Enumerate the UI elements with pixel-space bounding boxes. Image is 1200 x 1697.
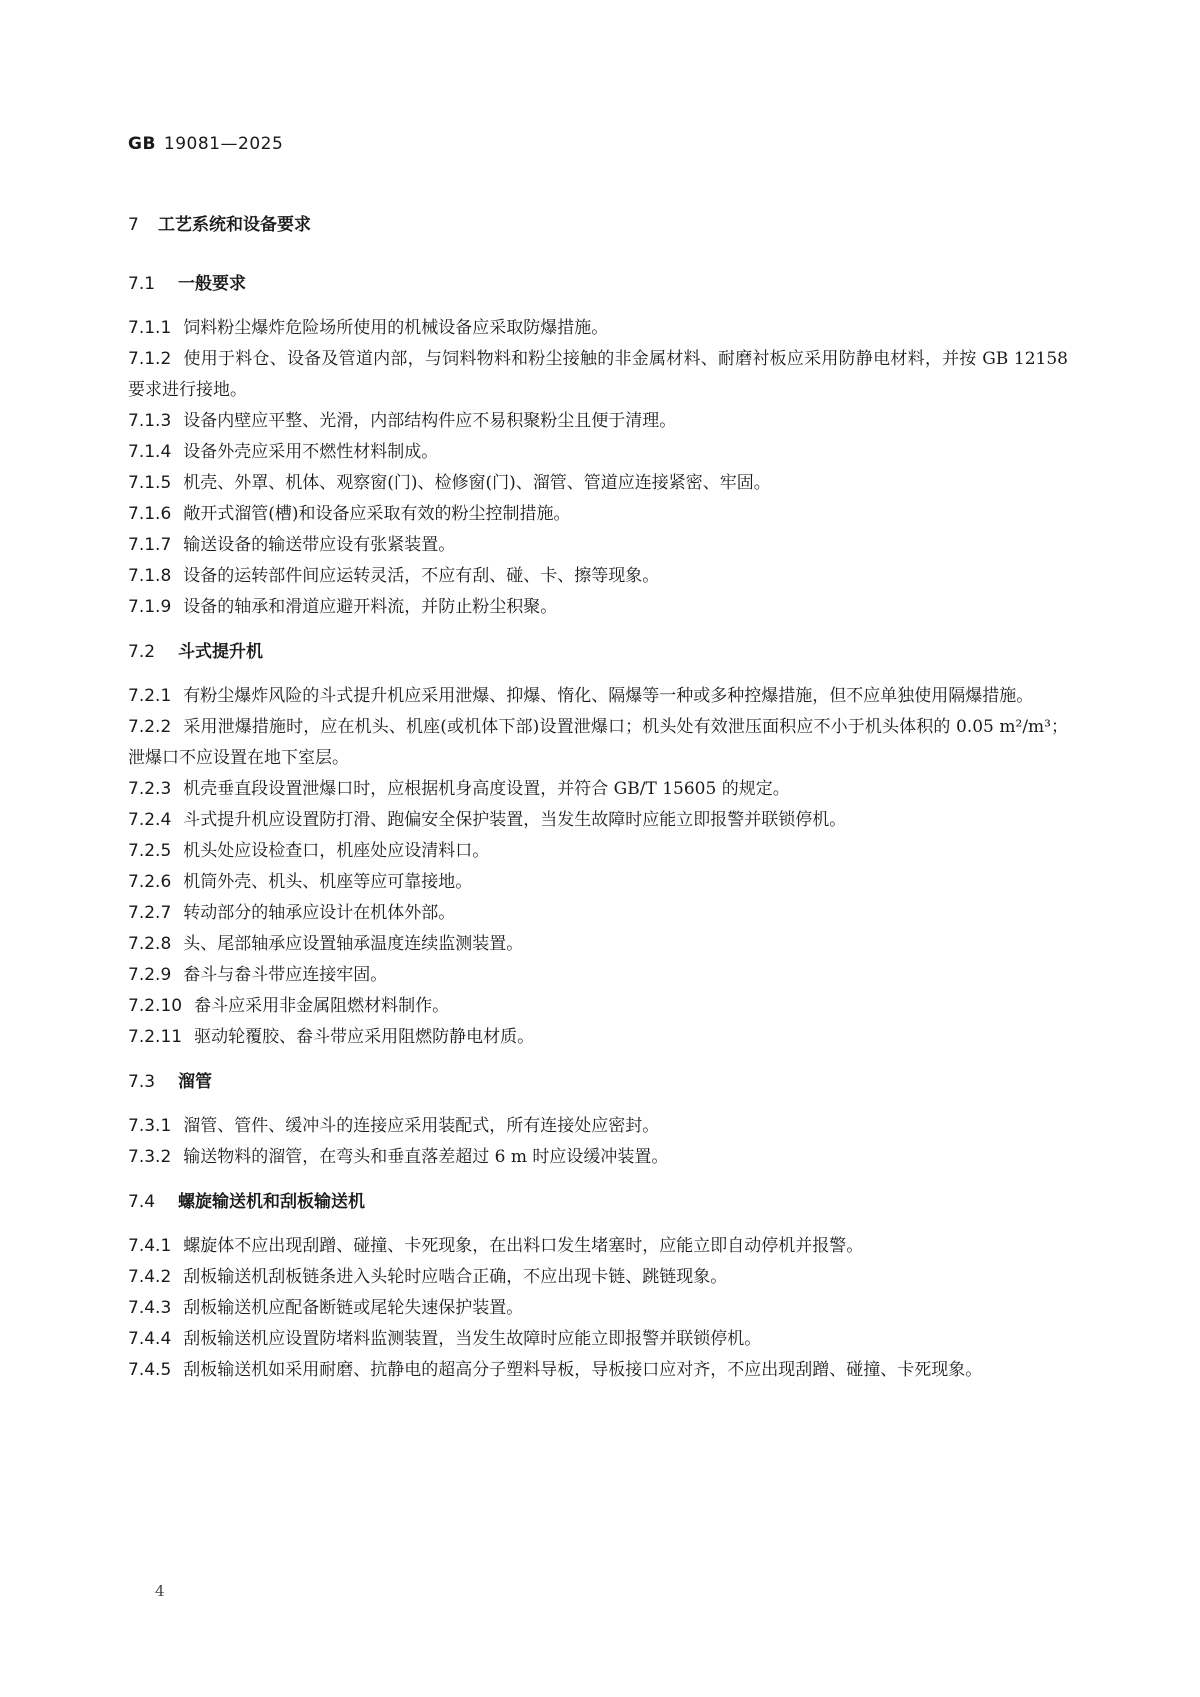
clause-paragraph [128,867,1068,898]
clause-paragraph [128,592,1068,623]
clause-text: 机筒外壳、机头、机座等应可靠接地。 [183,872,473,892]
clause-text: 机壳垂直段设置泄爆口时，应根据机身高度设置，并符合 GB/T 15605 的规定。 [183,779,790,799]
clause-number: 7.4.3 [128,1298,172,1318]
section-spacer [128,1173,1068,1183]
clause-paragraph [128,561,1068,592]
clause-paragraph [128,960,1068,991]
clause-number: 7.2.1 [128,686,172,706]
clause-paragraph [128,1111,1068,1142]
clause-paragraph [128,1324,1068,1355]
clause-paragraph [128,898,1068,929]
section-title: 螺旋输送机和刮板输送机 [178,1192,365,1212]
section-heading [128,269,1068,299]
clause-number: 7.2.9 [128,965,172,985]
clause-paragraph [128,805,1068,836]
page-number: 4 [155,1582,165,1600]
clause-number: 7.3.2 [128,1147,172,1167]
clause-number: 7.2.8 [128,934,172,954]
clause-number: 7.2.4 [128,810,172,830]
clause-number: 7.3.1 [128,1116,172,1136]
section-title: 溜管 [178,1072,212,1092]
clause-paragraph [128,681,1068,712]
clause-paragraph [128,1355,1068,1386]
clause-text: 机头处应设检查口，机座处应设清料口。 [183,841,490,861]
clause-number: 7.1.2 [128,349,172,369]
clause-paragraph [128,712,1068,774]
clause-number: 7.2.3 [128,779,172,799]
clause-number: 7.1.3 [128,411,172,431]
clause-text: 斗式提升机应设置防打滑、跑偏安全保护装置，当发生故障时应能立即报警并联锁停机。 [183,810,847,830]
clause-text: 头、尾部轴承应设置轴承温度连续监测装置。 [183,934,524,954]
clause-number: 7.2.6 [128,872,172,892]
clause-paragraph [128,774,1068,805]
section-spacer [128,1053,1068,1063]
clause-text: 机壳、外罩、机体、观察窗(门)、检修窗(门)、溜管、管道应连接紧密、牢固。 [183,473,771,493]
standard-identifier [128,134,283,154]
standard-number: 19081—2025 [163,134,284,154]
section-spacer [128,623,1068,633]
clause-number: 7.1.9 [128,597,172,617]
sections-container [128,269,1068,1386]
chapter-heading [128,210,1068,240]
clause-number: 7.1.4 [128,442,172,462]
clause-number: 7.4.1 [128,1236,172,1256]
section-number: 7.4 [128,1192,156,1212]
clause-text: 刮板输送机如采用耐磨、抗静电的超高分子塑料导板，导板接口应对齐，不应出现刮蹭、碰撞、卡死现象。 [183,1360,983,1380]
chapter-number: 7 [128,215,139,235]
clause-number: 7.2.5 [128,841,172,861]
clause-text: 设备的运转部件间应运转灵活，不应有刮、碰、卡、擦等现象。 [183,566,660,586]
clause-paragraph [128,437,1068,468]
clause-paragraph [128,1142,1068,1173]
clause-paragraph [128,344,1068,406]
clause-number: 7.1.7 [128,535,172,555]
section-heading [128,1187,1068,1217]
section-title: 一般要求 [178,274,246,294]
clause-text: 刮板输送机刮板链条进入头轮时应啮合正确，不应出现卡链、跳链现象。 [183,1267,728,1287]
clause-number: 7.1.8 [128,566,172,586]
clause-number: 7.2.10 [128,996,183,1016]
clause-text: 转动部分的轴承应设计在机体外部。 [183,903,456,923]
clause-text: 使用于料仓、设备及管道内部，与饲料物料和粉尘接触的非金属材料、耐磨衬板应采用防静电材料，并按 GB 12158 要求进行接地。 [128,349,1068,400]
standard-prefix: GB [128,134,156,154]
clause-text: 畚斗应采用非金属阻燃材料制作。 [194,996,450,1016]
section-number: 7.3 [128,1072,156,1092]
section-heading [128,637,1068,667]
clause-text: 输送物料的溜管，在弯头和垂直落差超过 6 m 时应设缓冲装置。 [183,1147,669,1167]
clause-paragraph [128,406,1068,437]
clause-paragraph [128,499,1068,530]
section-number: 7.1 [128,274,156,294]
clause-number: 7.2.7 [128,903,172,923]
clause-text: 刮板输送机应配备断链或尾轮失速保护装置。 [183,1298,524,1318]
clause-text: 溜管、管件、缓冲斗的连接应采用装配式，所有连接处应密封。 [183,1116,660,1136]
clause-text: 有粉尘爆炸风险的斗式提升机应采用泄爆、抑爆、惰化、隔爆等一种或多种控爆措施，但不应单独使用隔爆措施。 [183,686,1034,706]
clause-number: 7.4.5 [128,1360,172,1380]
clause-number: 7.4.4 [128,1329,172,1349]
section-title: 斗式提升机 [178,642,263,662]
clause-number: 7.1.5 [128,473,172,493]
clause-text: 设备外壳应采用不燃性材料制成。 [183,442,439,462]
clause-paragraph [128,991,1068,1022]
clause-paragraph [128,929,1068,960]
clause-paragraph [128,836,1068,867]
clause-text: 畚斗与畚斗带应连接牢固。 [183,965,388,985]
document-body [128,210,1068,1386]
clause-text: 采用泄爆措施时，应在机头、机座(或机体下部)设置泄爆口；机头处有效泄压面积应不小于机头体积的 0.05 m²/m³；泄爆口不应设置在地下室层。 [128,717,1068,768]
clause-text: 饲料粉尘爆炸危险场所使用的机械设备应采取防爆措施。 [183,318,609,338]
chapter-title: 工艺系统和设备要求 [158,215,311,235]
clause-number: 7.2.2 [128,717,172,737]
clause-paragraph [128,1022,1068,1053]
clause-text: 螺旋体不应出现刮蹭、碰撞、卡死现象，在出料口发生堵塞时，应能立即自动停机并报警。 [183,1236,864,1256]
clause-number: 7.1.6 [128,504,172,524]
clause-text: 输送设备的输送带应设有张紧装置。 [183,535,456,555]
clause-text: 驱动轮覆胶、畚斗带应采用阻燃防静电材质。 [194,1027,535,1047]
clause-number: 7.2.11 [128,1027,183,1047]
clause-text: 设备的轴承和滑道应避开料流，并防止粉尘积聚。 [183,597,558,617]
clause-paragraph [128,1293,1068,1324]
clause-number: 7.4.2 [128,1267,172,1287]
clause-text: 敞开式溜管(槽)和设备应采取有效的粉尘控制措施。 [183,504,571,524]
clause-text: 刮板输送机应设置防堵料监测装置，当发生故障时应能立即报警并联锁停机。 [183,1329,762,1349]
section-heading [128,1067,1068,1097]
clause-paragraph [128,1262,1068,1293]
clause-paragraph [128,468,1068,499]
clause-paragraph [128,1231,1068,1262]
clause-paragraph [128,313,1068,344]
section-number: 7.2 [128,642,156,662]
clause-number: 7.1.1 [128,318,172,338]
clause-paragraph [128,530,1068,561]
clause-text: 设备内壁应平整、光滑，内部结构件应不易积聚粉尘且便于清理。 [183,411,677,431]
